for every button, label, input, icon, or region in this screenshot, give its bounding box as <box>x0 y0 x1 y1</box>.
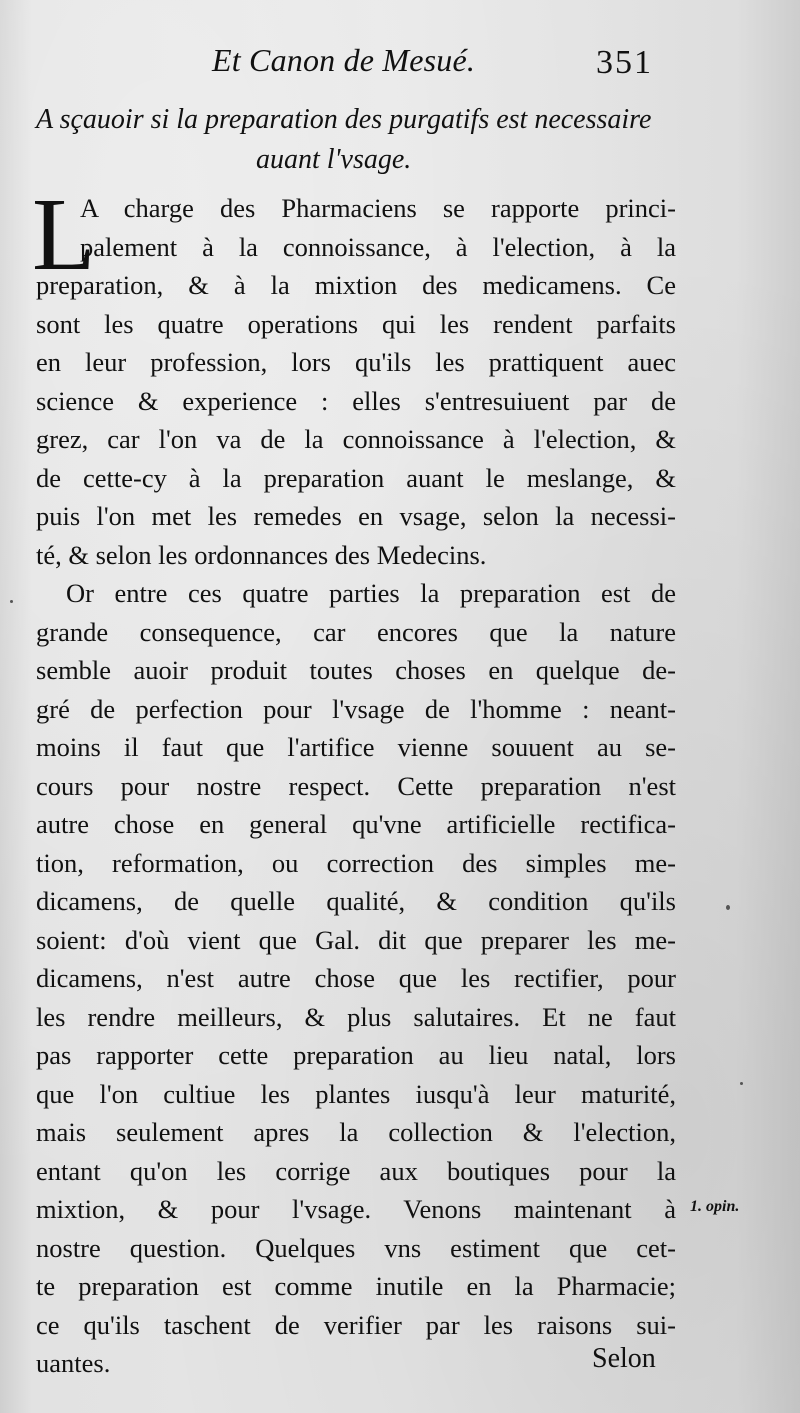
body-line: Or entre ces quatre parties la preparation est de <box>66 578 676 608</box>
body-line: uantes. <box>36 1348 111 1378</box>
chapter-heading <box>36 100 676 180</box>
body-line: mais seulement apres la collection & l'election, <box>36 1117 676 1147</box>
ink-speck <box>726 905 730 910</box>
body-line: gré de perfection pour l'vsage de l'homme : neant- <box>36 693 676 724</box>
body-line: grande consequence, car encores que la nature <box>36 616 676 647</box>
body-line: grez, car l'on va de la connoissance à l'election, & <box>36 424 676 454</box>
body-line: preparation, & à la mixtion des medicamens. Ce <box>36 270 676 300</box>
body-line: mixtion, & pour l'vsage. Venons maintenant à <box>36 1194 676 1224</box>
body-line: tion, reformation, ou correction des simples me- <box>36 847 676 878</box>
body-line: puis l'on met les remedes en vsage, selon la necessi- <box>36 501 676 531</box>
page-number: 351 <box>596 44 653 81</box>
body-line: nostre question. Quelques vns estiment que cet- <box>36 1232 676 1263</box>
body-line: de cette-cy à la preparation auant le meslange, & <box>36 462 676 493</box>
body-line: entant qu'on les corrige aux boutiques pour la <box>36 1155 676 1186</box>
heading-line-2: auant l'vsage. <box>256 144 412 175</box>
body-line: semble auoir produit toutes choses en quelque de- <box>36 655 676 685</box>
body-line: pas rapporter cette preparation au lieu natal, lors <box>36 1040 676 1070</box>
body-line: science & experience : elles s'entresuiuent par de <box>36 385 676 416</box>
body-line: sont les quatre operations qui les rendent parfaits <box>36 308 676 339</box>
heading-line-1: A sçauoir si la preparation des purgatifs est necessaire <box>36 104 652 135</box>
body-line: cours pour nostre respect. Cette preparation n'est <box>36 770 676 801</box>
ink-speck <box>10 600 13 603</box>
body-line: dicamens, de quelle qualité, & condition qu'ils <box>36 886 676 916</box>
body-line: autre chose en general qu'vne artificielle rectifica- <box>36 809 676 839</box>
ink-speck <box>740 1082 743 1085</box>
body-line: que l'on cultiue les plantes iusqu'à leur maturité, <box>36 1078 676 1109</box>
body-line: soient: d'où vient que Gal. dit que preparer les me- <box>36 924 676 955</box>
body-line: A charge des Pharmaciens se rapporte princi- <box>80 193 676 223</box>
body-text <box>36 189 676 1383</box>
body-line: dicamens, n'est autre chose que les rectifier, pour <box>36 963 676 993</box>
body-line: en leur profession, lors qu'ils les prattiquent auec <box>36 347 676 377</box>
catchword: Selon <box>592 1343 656 1374</box>
body-line: té, & selon les ordonnances des Medecins. <box>36 539 487 570</box>
body-line: ce qu'ils taschent de verifier par les raisons sui- <box>36 1309 676 1340</box>
marginal-note: 1. opin. <box>690 1198 740 1215</box>
body-line: te preparation est comme inutile en la Pharmacie; <box>36 1271 676 1301</box>
running-head-title: Et Canon de Mesué. <box>212 42 476 78</box>
body-line: moins il faut que l'artifice vienne souuent au se- <box>36 732 676 762</box>
drop-cap: L <box>32 177 96 292</box>
body-line: palement à la connoissance, à l'election, à la <box>80 231 676 262</box>
body-line: les rendre meilleurs, & plus salutaires. Et ne faut <box>36 1001 676 1032</box>
